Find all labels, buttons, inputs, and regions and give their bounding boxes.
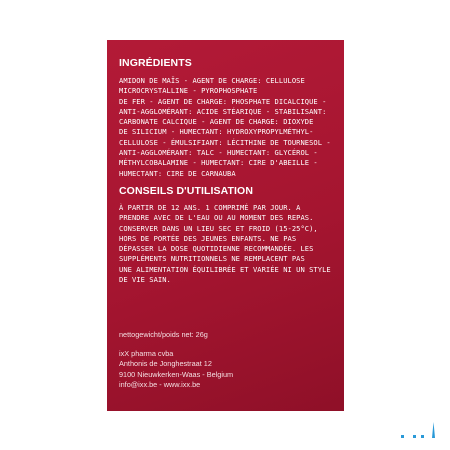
ingredients-line: CARBONATE CALCIQUE - AGENT DE CHARGE: DIOXYDE (119, 117, 314, 127)
company-name: ixX pharma cvba (119, 349, 174, 359)
usage-line: SUPPLÉMENTS NUTRITIONNELS NE REMPLACENT PAS (119, 254, 305, 264)
usage-line: CONSERVER DANS UN LIEU SEC ET FROID (15-25°C), (119, 223, 318, 233)
usage-text (119, 203, 334, 285)
usage-line: DÉPASSER LA DOSE QUOTIDIENNE RECOMMANDÉE. LES (119, 244, 314, 254)
ingredients-line: MICROCRYSTALLINE - PYROPHOSPHATE (119, 86, 258, 96)
company-city: 9100 Nieuwkerken-Waas - Belgium (119, 369, 234, 379)
usage-line: HORS DE PORTÉE DES JEUNES ENFANTS. NE PAS (119, 233, 297, 243)
label-footer (119, 330, 233, 390)
company-contact: info@ixx.be - www.ixx.be (119, 379, 201, 389)
corner-mark-icon (399, 414, 439, 440)
usage-line: PRENDRE AVEC DE L'EAU OU AU MOMENT DES REPAS. (119, 213, 314, 223)
ingredients-line: AMIDON DE MAÏS - AGENT DE CHARGE: CELLULOSE (119, 76, 305, 85)
ingredients-line: MÉTHYLCOBALAMINE - HUMECTANT: CIRE D'ABEILLE - (119, 158, 318, 168)
usage-line: À PARTIR DE 12 ANS. 1 COMPRIMÉ PAR JOUR. A (119, 202, 301, 212)
usage-line: DE VIE SAIN. (119, 275, 171, 285)
company-street: Anthonis de Jonghestraat 12 (119, 359, 212, 369)
ingredients-line: ANTI-AGGLOMÉRANT: ACIDE STÉARIQUE - STABILISANT: (119, 106, 327, 116)
ingredients-text (119, 76, 334, 179)
ingredients-line: ANTI-AGGLOMÉRANT: TALC - HUMECTANT: GLYCÉROL - (119, 148, 318, 158)
usage-title: CONSEILS D'UTILISATION (119, 184, 254, 197)
ingredients-title: INGRÉDIENTS (119, 57, 192, 69)
net-weight: nettogewicht/poids net: 26g (119, 330, 208, 339)
ingredients-line: HUMECTANT: CIRE DE CARNAUBA (119, 168, 236, 178)
product-label-panel (107, 40, 344, 411)
ingredients-line: DE SILICIUM - HUMECTANT: HYDROXYPROPYLMÉTHYL- (119, 127, 314, 137)
ingredients-line: DE FER - AGENT DE CHARGE: PHOSPHATE DICALCIQUE - (119, 96, 327, 106)
usage-line: UNE ALIMENTATION ÉQUILIBRÉE ET VARIÉE NI UN STYLE (119, 264, 331, 274)
ingredients-line: CELLULOSE - ÉMULSIFIANT: LÉCITHINE DE TOURNESOL - (119, 137, 331, 147)
